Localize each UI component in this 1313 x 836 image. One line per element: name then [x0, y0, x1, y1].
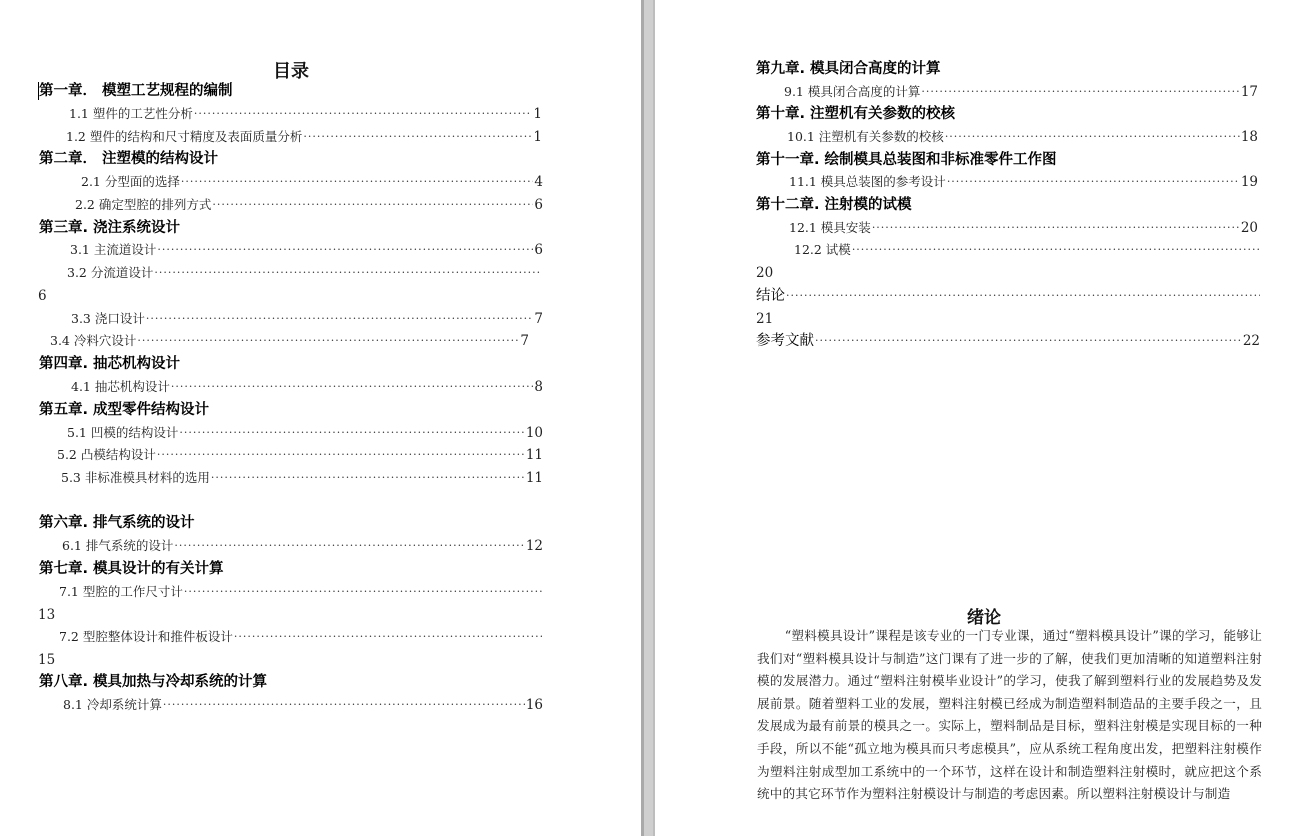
- toc-entry-5-3[interactable]: [61, 469, 543, 487]
- toc-chapter-7[interactable]: 第七章. 模具设计的有关计算: [39, 561, 224, 577]
- toc-page-number: 8: [534, 379, 543, 395]
- dot-leader: [872, 219, 1240, 237]
- toc-entry-label: 10.1 注塑机有关参数的校核: [787, 129, 944, 144]
- dot-leader: [174, 537, 524, 555]
- toc-page-number-wrapped: 13: [38, 607, 56, 623]
- toc-entry-10-1[interactable]: [787, 128, 1258, 146]
- toc-page-number-wrapped: 20: [756, 265, 774, 281]
- toc-chapter-10[interactable]: 第十章. 注塑机有关参数的校核: [756, 106, 956, 122]
- dot-leader: [179, 424, 524, 442]
- dot-leader: [181, 173, 534, 191]
- toc-chapter-2[interactable]: 第二章． 注塑模的结构设计: [39, 151, 219, 167]
- toc-chapter-6[interactable]: 第六章. 排气系统的设计: [39, 515, 195, 531]
- toc-entry-label: 11.1 模具总装图的参考设计: [789, 174, 946, 189]
- toc-entry-label: 6.1 排气系统的设计: [62, 538, 174, 553]
- dot-leader: [212, 196, 533, 214]
- toc-page-number: 1: [533, 129, 542, 145]
- toc-page-number: 6: [534, 242, 543, 258]
- toc-page-number: 22: [1242, 333, 1260, 349]
- dot-leader: [211, 469, 525, 487]
- toc-entry-7-2[interactable]: [59, 628, 543, 646]
- toc-entry-label: 3.2 分流道设计: [67, 265, 154, 280]
- document-page-left: [0, 0, 641, 836]
- toc-entry-3-3[interactable]: [71, 310, 543, 328]
- dot-leader: [303, 128, 532, 146]
- toc-entry-label: 7.2 型腔整体设计和推件板设计: [59, 629, 233, 644]
- dot-leader: [234, 628, 542, 646]
- toc-entry-3-4[interactable]: [50, 332, 529, 350]
- toc-entry-label: 参考文献: [756, 333, 814, 349]
- toc-page-number: 17: [1240, 84, 1258, 100]
- dot-leader: [137, 332, 519, 350]
- toc-entry-label: 5.2 凸模结构设计: [57, 447, 156, 462]
- dot-leader: [157, 446, 525, 464]
- toc-page-number: 11: [525, 447, 543, 463]
- toc-entry-label: 3.4 冷料穴设计: [50, 333, 137, 348]
- dot-leader: [815, 332, 1242, 350]
- toc-entry-label: 12.2 试模: [794, 242, 851, 257]
- toc-entry-1-1[interactable]: [69, 105, 542, 123]
- toc-entry-label: 4.1 抽芯机构设计: [71, 379, 170, 394]
- dot-leader: [171, 378, 534, 396]
- toc-page-number: 11: [525, 470, 543, 486]
- toc-entry-5-2[interactable]: [57, 446, 543, 464]
- toc-page-number: 19: [1240, 174, 1258, 190]
- toc-entry-8-1[interactable]: [63, 696, 543, 714]
- toc-chapter-1[interactable]: 第一章． 模塑工艺规程的编制: [39, 83, 233, 99]
- toc-entry-label: 7.1 型腔的工作尺寸计: [59, 584, 183, 599]
- toc-entry-label: 3.3 浇口设计: [71, 311, 145, 326]
- toc-entry-label: 1.2 塑件的结构和尺寸精度及表面质量分析: [66, 129, 303, 144]
- toc-chapter-9[interactable]: 第九章. 模具闭合高度的计算: [756, 61, 941, 77]
- toc-entry-label: 9.1 模具闭合高度的计算: [784, 84, 921, 99]
- toc-page-number: 6: [534, 197, 543, 213]
- toc-page-number: 4: [534, 174, 543, 190]
- dot-leader: [157, 241, 533, 259]
- toc-entry-5-1[interactable]: [67, 424, 543, 442]
- dot-leader: [947, 173, 1240, 191]
- dot-leader: [945, 128, 1240, 146]
- toc-chapter-5[interactable]: 第五章. 成型零件结构设计: [39, 402, 210, 418]
- toc-entry-1-2[interactable]: [66, 128, 542, 146]
- dot-leader: [852, 241, 1259, 259]
- toc-page-number-wrapped: 21: [756, 311, 774, 327]
- toc-chapter-12[interactable]: 第十二章. 注射模的试模: [756, 197, 912, 213]
- toc-entry-12-1[interactable]: [789, 219, 1258, 237]
- toc-entry-label: 结论: [756, 288, 785, 304]
- toc-chapter-4[interactable]: 第四章. 抽芯机构设计: [39, 356, 181, 372]
- toc-page-number: 7: [520, 333, 529, 349]
- toc-page-number: 1: [533, 106, 542, 122]
- toc-entry-label: 5.3 非标准模具材料的选用: [61, 470, 210, 485]
- toc-entry-7-1[interactable]: [59, 583, 543, 601]
- toc-entry-9-1[interactable]: [784, 83, 1258, 101]
- toc-entry-label: 8.1 冷却系统计算: [63, 697, 162, 712]
- toc-entry-6-1[interactable]: [62, 537, 543, 555]
- document-page-right: [655, 0, 1313, 836]
- dot-leader: [194, 105, 533, 123]
- dot-leader: [163, 696, 525, 714]
- page-gutter: [641, 0, 655, 836]
- toc-page-number: 7: [534, 311, 543, 327]
- toc-page-number-wrapped: 6: [38, 288, 47, 304]
- toc-page-number: 16: [525, 697, 543, 713]
- toc-page-number: 18: [1240, 129, 1258, 145]
- toc-entry-11-1[interactable]: [789, 173, 1258, 191]
- toc-entry-conclusion[interactable]: [756, 287, 1261, 305]
- toc-entry-label: 3.1 主流道设计: [70, 242, 157, 257]
- toc-entry-label: 2.1 分型面的选择: [81, 174, 180, 189]
- toc-entry-references[interactable]: [756, 332, 1260, 350]
- toc-entry-12-2[interactable]: [794, 241, 1260, 259]
- toc-entry-3-2[interactable]: [67, 264, 543, 282]
- toc-page-number: 20: [1240, 220, 1258, 236]
- toc-entry-label: 5.1 凹模的结构设计: [67, 425, 179, 440]
- dot-leader: [921, 83, 1239, 101]
- toc-page-number: 12: [525, 538, 543, 554]
- toc-chapter-8[interactable]: 第八章. 模具加热与冷却系统的计算: [39, 674, 268, 690]
- toc-entry-4-1[interactable]: [71, 378, 543, 396]
- toc-entry-2-2[interactable]: [75, 196, 543, 214]
- toc-entry-label: 12.1 模具安装: [789, 220, 871, 235]
- toc-page-number-wrapped: 15: [38, 652, 56, 668]
- toc-entry-2-1[interactable]: [81, 173, 543, 191]
- dot-leader: [154, 264, 542, 282]
- toc-entry-label: 1.1 塑件的工艺性分析: [69, 106, 193, 121]
- dot-leader: [146, 310, 534, 328]
- toc-entry-label: 2.2 确定型腔的排列方式: [75, 197, 212, 212]
- section-title: 绪论: [967, 608, 1001, 628]
- toc-chapter-3[interactable]: 第三章. 浇注系统设计: [39, 220, 181, 236]
- body-paragraph: “塑料模具设计”课程是该专业的一门专业课，通过“塑料模具设计”课的学习，能够让我们对“塑料模具设计与制造”这门课有了进一步的了解，使我们更加清晰的知道塑料注射模的发展潜力。通过“塑料注射模毕业设计”的学习，使我了解到塑料行业的发展趋势及发展前景。随着塑料工业的发展，塑料注射模已经成为制造塑料制造品的主要手段之一，且发展成为最有前景的模具之一。实际上，塑料制品是目标，塑料注射模是实现目标的一种手段，所以不能“孤立地为模具而只考虑模具”，应从系统工程角度出发，把塑料注射模作为塑料注射成型加工系统中的一个环节，这样在设计和制造塑料注射模时，就应把这个系统中的其它环节作为塑料注射模设计与制造的考虑因素。所以塑料注射模设计与制造: [757, 628, 1262, 802]
- dot-leader: [184, 583, 542, 601]
- toc-page-number: 10: [525, 425, 543, 441]
- toc-title: 目录: [273, 61, 309, 82]
- dot-leader: [786, 287, 1260, 305]
- toc-entry-3-1[interactable]: [70, 241, 543, 259]
- toc-chapter-11[interactable]: 第十一章. 绘制模具总装图和非标准零件工作图: [756, 152, 1057, 168]
